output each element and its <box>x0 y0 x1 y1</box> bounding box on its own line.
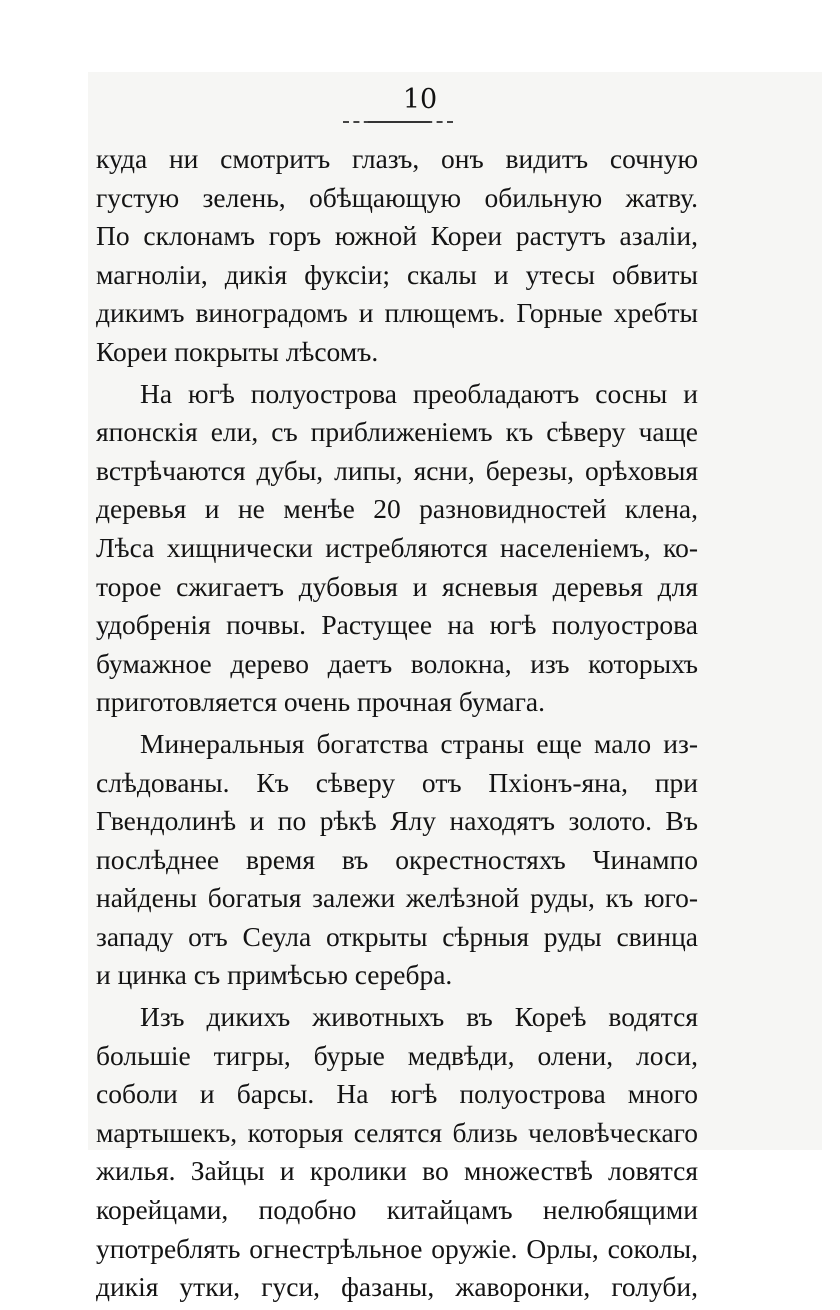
text-line: употреблять огнестрѣльное оружіе. Орлы, соколы, <box>96 1232 698 1264</box>
text-line: Гвендолинѣ и по рѣкѣ Ялу находятъ золото. Въ <box>96 805 698 837</box>
text-line: мартышекъ, которыя селятся близь человѣческаго <box>96 1116 698 1148</box>
text-line: торое сжигаетъ дубовыя и ясневыя деревья для <box>96 570 698 602</box>
text-line: встрѣчаются дубы, липы, ясни, березы, орѣховыя <box>96 454 698 486</box>
text-line: густую зелень, обѣщающую обильную жатву. <box>96 181 698 213</box>
page-number: 10 <box>402 84 438 115</box>
text-line: деревья и не менѣе 20 разновидностей клена, <box>96 493 698 525</box>
text-line: дикія утки, гуси, фазаны, жаворонки, голуби, <box>96 1271 698 1303</box>
paragraph-3 <box>96 725 698 995</box>
body-text <box>96 140 698 1310</box>
paragraph-4 <box>96 998 698 1307</box>
text-line: корейцами, подобно китайцамъ нелюбящими <box>96 1194 698 1226</box>
header-rule-solid <box>368 121 430 123</box>
text-line: и цинка съ примѣсью серебра. <box>96 959 453 991</box>
text-line: куда ни смотритъ глазъ, онъ видитъ сочную <box>96 143 698 174</box>
text-line: японскія ели, съ приближеніемъ къ сѣверу чаще <box>96 416 698 448</box>
text-line: бумажное дерево даетъ волокна, изъ которыхъ <box>96 647 698 679</box>
text-line: приготовляется очень прочная бумага. <box>96 686 545 718</box>
text-line: Минеральныя богатства страны еще мало из- <box>140 727 698 759</box>
text-line: слѣдованы. Къ сѣверу отъ Пхіонъ-яна, при <box>96 766 698 798</box>
paragraph-2 <box>96 375 698 722</box>
text-line: послѣднее время въ окрестностяхъ Чинампо <box>96 843 698 875</box>
text-line: соболи и барсы. На югѣ полуострова много <box>96 1078 698 1110</box>
text-line: Изъ дикихъ животныхъ въ Кореѣ водятся <box>140 1001 698 1033</box>
text-line: удобренія почвы. Растущее на югѣ полуострова <box>96 609 698 641</box>
text-line: жилья. Зайцы и кролики во множествѣ ловятся <box>96 1155 698 1187</box>
text-line: западу отъ Сеула открыты сѣрныя руды свинца <box>96 920 698 952</box>
text-line: По склонамъ горъ южной Кореи растутъ азаліи, <box>96 220 698 252</box>
paragraph-1 <box>96 140 698 372</box>
text-line: магноліи, дикія фуксіи; скалы и утесы обвиты <box>96 258 698 290</box>
text-line: На югѣ полуострова преобладаютъ сосны и <box>140 377 698 409</box>
text-line: Кореи покрыты лѣсомъ. <box>96 335 379 367</box>
text-line: найдены богатыя залежи желѣзной руды, къ юго- <box>96 882 698 914</box>
text-line: дикимъ виноградомъ и плющемъ. Горные хребты <box>96 297 698 329</box>
text-line: большіе тигры, бурые медвѣди, олени, лоси, <box>96 1039 698 1071</box>
text-line: Лѣса хищнически истребляются населеніемъ, ко- <box>96 531 698 563</box>
